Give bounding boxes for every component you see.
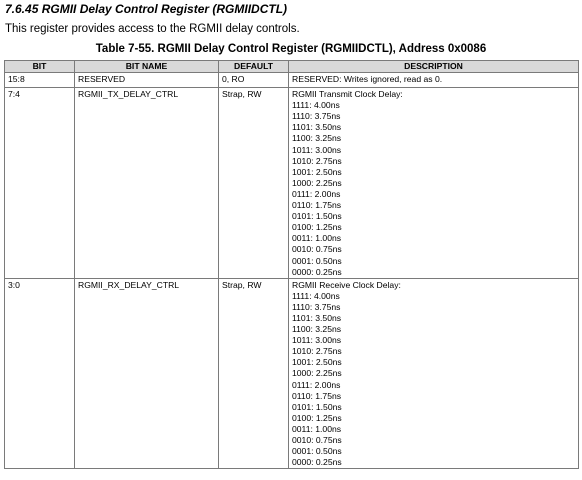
delay-option: 1000: 2.25ns xyxy=(292,177,342,188)
delay-option: 1011: 3.00ns xyxy=(292,144,342,155)
cell-description xyxy=(289,278,579,469)
header-default: DEFAULT xyxy=(219,61,289,73)
delay-option: 1101: 3.50ns xyxy=(292,312,342,323)
delay-option: 1101: 3.50ns xyxy=(292,122,342,133)
cell-bit-name: RGMII_TX_DELAY_CTRL xyxy=(75,88,219,279)
delay-option: 0101: 1.50ns xyxy=(292,401,342,412)
delay-option: 0010: 0.75ns xyxy=(292,244,342,255)
cell-default: Strap, RW xyxy=(219,278,289,469)
delay-option: 0110: 1.75ns xyxy=(292,200,342,211)
delay-option: 1001: 2.50ns xyxy=(292,166,342,177)
delay-option: 1011: 3.00ns xyxy=(292,335,342,346)
cell-default: 0, RO xyxy=(219,73,289,88)
delay-option: 0001: 0.50ns xyxy=(292,255,342,266)
delay-option: 1001: 2.50ns xyxy=(292,357,342,368)
delay-option: 1110: 3.75ns xyxy=(292,111,341,122)
delay-option: 0110: 1.75ns xyxy=(292,390,342,401)
delay-option: 0011: 1.00ns xyxy=(292,423,342,434)
section-intro: This register provides access to the RGMII delay controls. xyxy=(5,23,300,35)
table-row xyxy=(5,88,579,279)
delay-option: 0001: 0.50ns xyxy=(292,446,342,457)
delay-option: 0000: 0.25ns xyxy=(292,457,342,468)
cell-bit: 15:8 xyxy=(5,73,75,88)
delay-option: 0111: 2.00ns xyxy=(292,379,341,390)
cell-bit: 7:4 xyxy=(5,88,75,279)
delay-option: 0100: 1.25ns xyxy=(292,412,342,423)
register-table xyxy=(4,60,579,469)
delay-option: 0100: 1.25ns xyxy=(292,222,342,233)
cell-default: Strap, RW xyxy=(219,88,289,279)
delay-option: 1110: 3.75ns xyxy=(292,301,341,312)
delay-option: 0000: 0.25ns xyxy=(292,266,342,277)
delay-option: 0010: 0.75ns xyxy=(292,435,342,445)
header-description: DESCRIPTION xyxy=(289,61,579,73)
delay-option: 1111: 4.00ns xyxy=(292,290,340,301)
delay-option: 1100: 3.25ns xyxy=(292,133,342,144)
table-header-row xyxy=(5,61,579,73)
delay-option: 0011: 1.00ns xyxy=(292,233,342,244)
header-bit: BIT xyxy=(5,61,75,73)
delay-option: 1010: 2.75ns xyxy=(292,346,342,357)
description-title: RGMII Transmit Clock Delay: xyxy=(292,89,403,100)
delay-option: 1100: 3.25ns xyxy=(292,324,342,335)
delay-option: 1000: 2.25ns xyxy=(292,368,342,379)
section-title: 7.6.45 RGMII Delay Control Register (RGMIIDCTL) xyxy=(5,2,288,16)
description-title: RESERVED: Writes ignored, read as 0. xyxy=(292,74,443,85)
cell-bit: 3:0 xyxy=(5,278,75,469)
cell-bit-name: RGMII_RX_DELAY_CTRL xyxy=(75,278,219,469)
table-row xyxy=(5,73,579,88)
delay-option: 0111: 2.00ns xyxy=(292,188,341,199)
table-caption: Table 7-55. RGMII Delay Control Register (RGMIIDCTL), Address 0x0086 xyxy=(95,43,487,55)
header-bit-name: BIT NAME xyxy=(75,61,219,73)
delay-option: 1111: 4.00ns xyxy=(292,100,340,111)
description-title: RGMII Receive Clock Delay: xyxy=(292,279,401,290)
cell-description xyxy=(289,73,579,88)
table-row xyxy=(5,278,579,469)
delay-option: 1010: 2.75ns xyxy=(292,155,342,166)
delay-option: 0101: 1.50ns xyxy=(292,211,342,222)
cell-bit-name: RESERVED xyxy=(75,73,219,88)
cell-description xyxy=(289,88,579,279)
